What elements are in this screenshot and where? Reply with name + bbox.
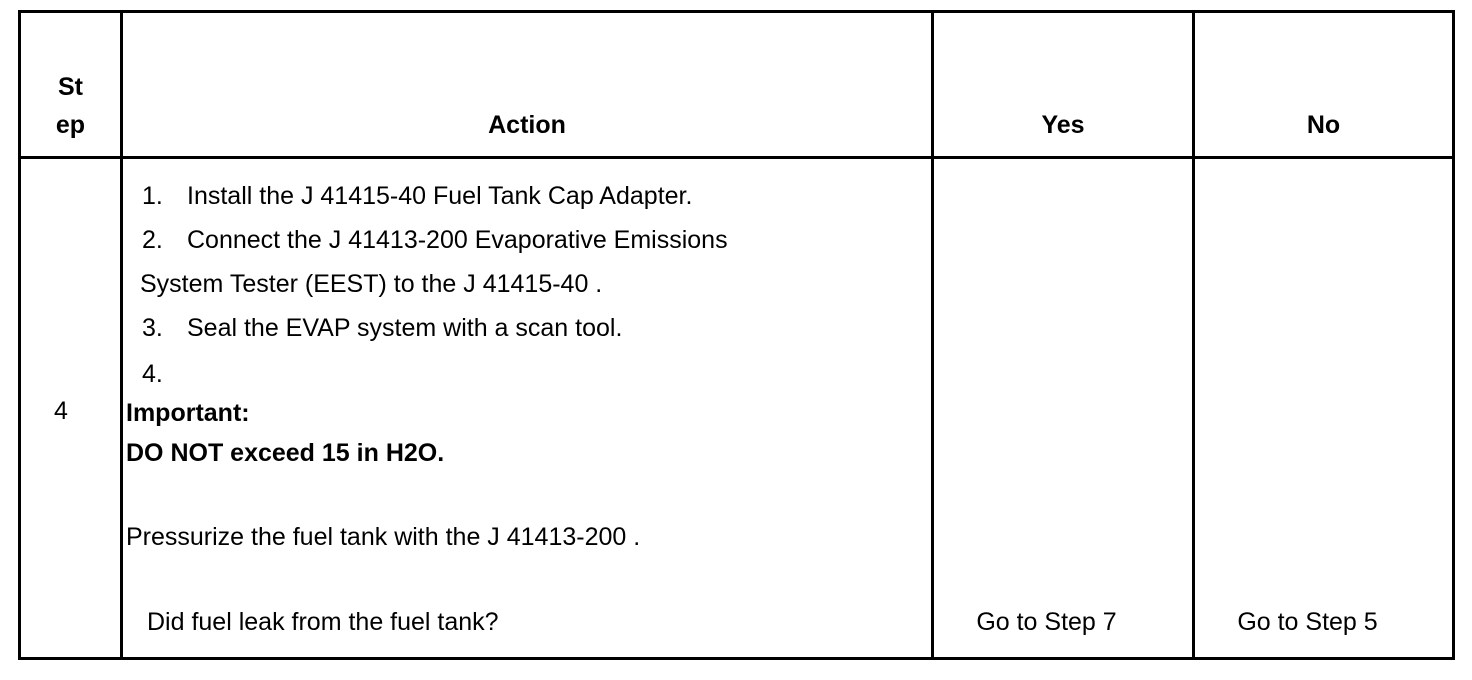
table-border-bottom <box>18 657 1455 660</box>
header-action: Action <box>488 111 566 139</box>
list-item-number: 2. <box>142 226 163 254</box>
column-divider-yes <box>1192 10 1195 660</box>
header-divider <box>18 156 1455 159</box>
table-border-top <box>18 10 1455 13</box>
list-item-text: Connect the J 41413-200 Evaporative Emissions <box>187 226 728 254</box>
list-item-number: 3. <box>142 314 163 342</box>
important-text: DO NOT exceed 15 in H2O. <box>126 439 445 467</box>
instruction-text: Pressurize the fuel tank with the J 41413-200 . <box>126 523 641 551</box>
question-text: Did fuel leak from the fuel tank? <box>147 608 499 636</box>
header-yes: Yes <box>1041 111 1085 139</box>
list-item-text: Install the J 41415-40 Fuel Tank Cap Adapter. <box>187 182 693 210</box>
table-border-right <box>1452 10 1455 660</box>
list-item-continuation: System Tester (EEST) to the J 41415-40 . <box>140 270 603 298</box>
yes-result: Go to Step 7 <box>976 608 1117 636</box>
step-number: 4 <box>54 397 68 425</box>
list-item-number: 1. <box>142 182 163 210</box>
header-step-line1: St <box>58 73 83 101</box>
column-divider-step <box>120 10 123 660</box>
header-no: No <box>1306 111 1341 139</box>
header-step-line2: ep <box>55 111 86 139</box>
list-item-number: 4. <box>142 360 163 388</box>
table-border-left <box>18 10 21 660</box>
important-label: Important: <box>126 399 250 427</box>
list-item-text: Seal the EVAP system with a scan tool. <box>187 314 623 342</box>
no-result: Go to Step 5 <box>1237 608 1378 636</box>
column-divider-action <box>931 10 934 660</box>
